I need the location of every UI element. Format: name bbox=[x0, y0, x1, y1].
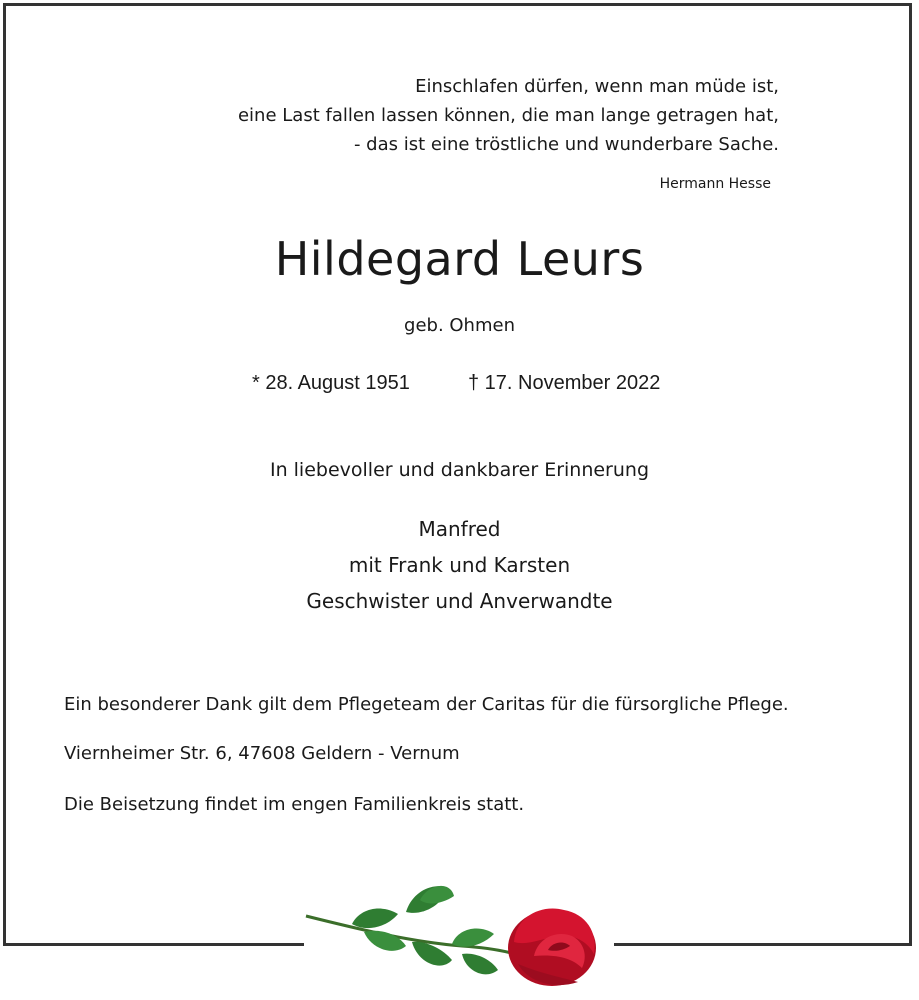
quote-line: - das ist eine tröstliche und wunderbare Sache. bbox=[353, 134, 779, 155]
border-bottom-left bbox=[3, 943, 304, 946]
quote-line: eine Last fallen lassen können, die man lange getragen hat, bbox=[237, 105, 779, 126]
quote bbox=[238, 72, 779, 159]
funeral-note: Die Beisetzung findet im engen Familienkreis statt. bbox=[64, 794, 525, 815]
remembrance-text: In liebevoller und dankbarer Erinnerung bbox=[269, 459, 650, 481]
mourner: mit Frank und Karsten bbox=[348, 553, 571, 577]
birth-date: * 28. August 1951 bbox=[252, 372, 410, 394]
border-bottom-right bbox=[614, 943, 912, 946]
mourner: Geschwister und Anverwandte bbox=[306, 589, 613, 613]
death-date: † 17. November 2022 bbox=[468, 372, 661, 394]
quote-line: Einschlafen dürfen, wenn man müde ist, bbox=[415, 76, 779, 97]
quote-author: Hermann Hesse bbox=[659, 176, 771, 192]
deceased-name: Hildegard Leurs bbox=[274, 232, 645, 286]
mourners-list bbox=[0, 511, 919, 619]
address: Viernheimer Str. 6, 47608 Geldern - Vernum bbox=[64, 743, 460, 764]
maiden-name: geb. Ohmen bbox=[404, 315, 515, 336]
mourner: Manfred bbox=[418, 517, 501, 541]
rose-icon bbox=[302, 872, 614, 1000]
thanks-note: Ein besonderer Dank gilt dem Pflegeteam der Caritas für die fürsorgliche Pflege. bbox=[64, 694, 789, 715]
